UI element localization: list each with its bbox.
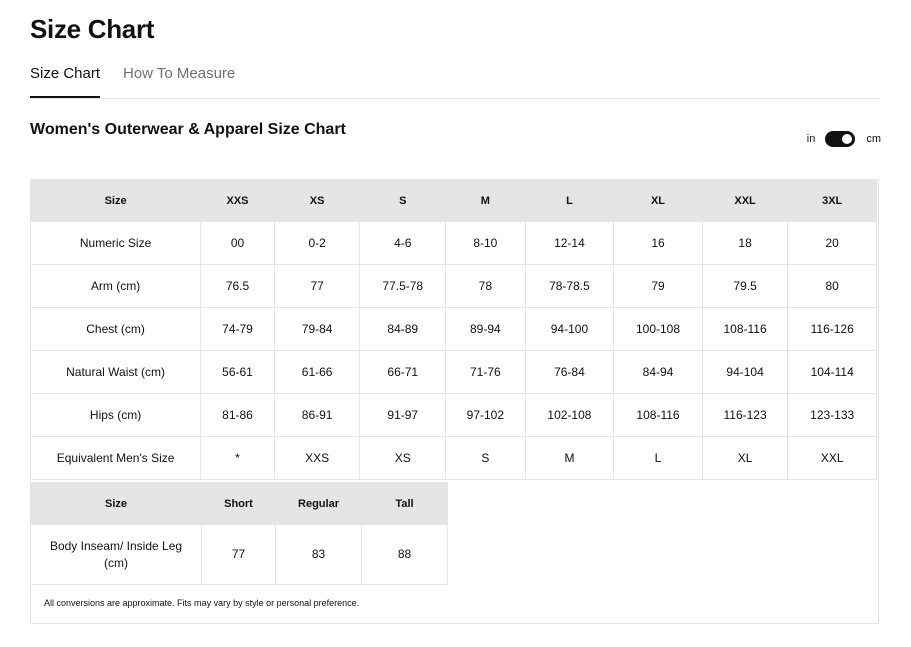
size-table-cell: 108-116	[614, 394, 703, 437]
tab-bar	[30, 60, 880, 99]
size-table-cell: 116-126	[788, 308, 877, 351]
inseam-header-cell: Tall	[362, 483, 448, 525]
size-table-row	[31, 351, 877, 394]
size-table	[30, 179, 877, 480]
size-table-cell: 102-108	[525, 394, 614, 437]
size-header-cell: M	[446, 180, 526, 222]
size-table-cell: 100-108	[614, 308, 703, 351]
size-table-cell: 91-97	[360, 394, 446, 437]
size-table-cell: 97-102	[446, 394, 526, 437]
size-row-label: Hips (cm)	[31, 394, 201, 437]
size-table-cell: 76-84	[525, 351, 614, 394]
size-table-cell: 84-89	[360, 308, 446, 351]
size-header-cell: S	[360, 180, 446, 222]
size-header-cell: XXS	[201, 180, 275, 222]
size-table-cell: 89-94	[446, 308, 526, 351]
size-table-cell: 12-14	[525, 222, 614, 265]
unit-label-in[interactable]: in	[806, 133, 816, 145]
size-header-cell: Size	[31, 180, 201, 222]
size-header-cell: 3XL	[788, 180, 877, 222]
unit-toggle	[807, 131, 881, 147]
size-table-cell: 104-114	[788, 351, 877, 394]
size-table-cell: 4-6	[360, 222, 446, 265]
size-table-cell: 18	[702, 222, 788, 265]
size-table-row	[31, 265, 877, 308]
inseam-table-row	[31, 525, 448, 585]
size-table-cell: XXL	[788, 437, 877, 480]
size-table-row	[31, 437, 877, 480]
size-table-row	[31, 308, 877, 351]
inseam-header-cell: Regular	[276, 483, 362, 525]
size-table-cell: *	[201, 437, 275, 480]
size-table-cell: 20	[788, 222, 877, 265]
size-table-cell: 78-78.5	[525, 265, 614, 308]
size-table-cell: 94-104	[702, 351, 788, 394]
size-chart-container	[30, 179, 879, 624]
inseam-header-cell: Short	[202, 483, 276, 525]
size-row-label: Natural Waist (cm)	[31, 351, 201, 394]
size-table-cell: 84-94	[614, 351, 703, 394]
size-row-label: Arm (cm)	[31, 265, 201, 308]
size-table-cell: 66-71	[360, 351, 446, 394]
size-table-cell: 61-66	[274, 351, 360, 394]
size-table-cell: 81-86	[201, 394, 275, 437]
size-table-cell: 80	[788, 265, 877, 308]
size-row-label: Equivalent Men's Size	[31, 437, 201, 480]
size-table-cell: 00	[201, 222, 275, 265]
tab-size-chart[interactable]: Size Chart	[30, 65, 101, 82]
section-title: Women's Outerwear & Apparel Size Chart	[30, 121, 346, 138]
size-table-cell: 94-100	[525, 308, 614, 351]
size-header-cell: XXL	[702, 180, 788, 222]
size-table-cell: S	[446, 437, 526, 480]
size-table-cell: L	[614, 437, 703, 480]
switch-knob	[842, 134, 852, 144]
size-table-cell: 77.5-78	[360, 265, 446, 308]
size-table-row	[31, 222, 877, 265]
inseam-header-cell: Size	[31, 483, 202, 525]
size-table-cell: 74-79	[201, 308, 275, 351]
size-table-cell: 71-76	[446, 351, 526, 394]
size-table-cell: M	[525, 437, 614, 480]
size-table-cell: 86-91	[274, 394, 360, 437]
unit-label-cm[interactable]: cm	[866, 133, 881, 145]
size-row-label: Chest (cm)	[31, 308, 201, 351]
size-table-cell: 108-116	[702, 308, 788, 351]
size-table-cell: XL	[702, 437, 788, 480]
size-table-cell: 116-123	[702, 394, 788, 437]
tab-how-to-measure[interactable]: How To Measure	[123, 65, 236, 82]
unit-switch[interactable]	[825, 131, 855, 147]
inseam-table-cell: 88	[362, 525, 448, 585]
size-table-cell: 79	[614, 265, 703, 308]
size-row-label: Numeric Size	[31, 222, 201, 265]
size-header-cell: XL	[614, 180, 703, 222]
inseam-row-label: Body Inseam/ Inside Leg (cm)	[31, 525, 202, 585]
size-header-cell: XS	[274, 180, 360, 222]
size-table-cell: 56-61	[201, 351, 275, 394]
footnote: All conversions are approximate. Fits may vary by style or personal preference.	[44, 598, 360, 608]
size-table-cell: 76.5	[201, 265, 275, 308]
page-title: Size Chart	[30, 14, 155, 44]
size-header-cell: L	[525, 180, 614, 222]
size-table-cell: 0-2	[274, 222, 360, 265]
size-table-cell: 8-10	[446, 222, 526, 265]
inseam-table-cell: 77	[202, 525, 276, 585]
size-table-cell: XS	[360, 437, 446, 480]
inseam-table	[30, 482, 448, 585]
size-table-cell: XXS	[274, 437, 360, 480]
size-table-cell: 79.5	[702, 265, 788, 308]
inseam-header-row	[31, 483, 448, 525]
size-table-cell: 16	[614, 222, 703, 265]
table-header-row	[31, 180, 877, 222]
size-table-cell: 123-133	[788, 394, 877, 437]
size-table-cell: 78	[446, 265, 526, 308]
size-table-row	[31, 394, 877, 437]
inseam-table-cell: 83	[276, 525, 362, 585]
size-table-cell: 77	[274, 265, 360, 308]
size-table-cell: 79-84	[274, 308, 360, 351]
